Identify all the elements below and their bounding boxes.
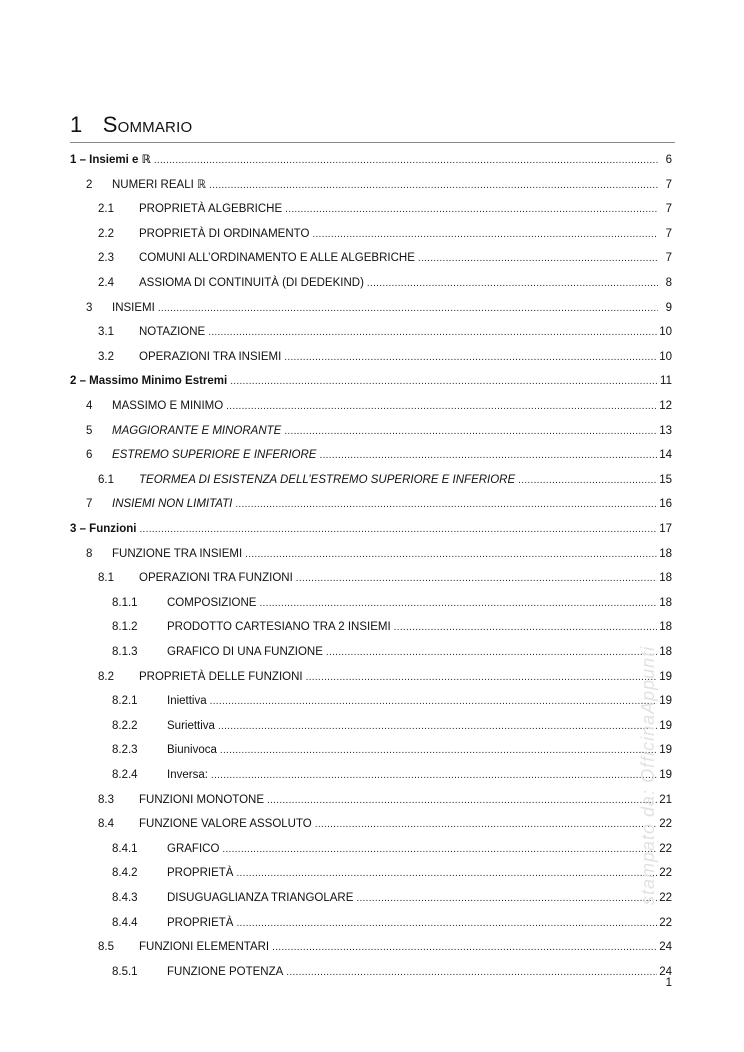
- toc-entry-page: 22: [659, 842, 672, 855]
- toc-entry-number: 8.5.1: [112, 965, 138, 978]
- toc-entry-page: 19: [659, 695, 672, 708]
- toc-entry-page: 7: [665, 252, 672, 265]
- toc-entry-page: 19: [659, 769, 672, 781]
- toc-entry-number: 8.2.3: [112, 744, 138, 757]
- toc-entry-label: FUNZIONI MONOTONE: [139, 793, 265, 806]
- toc-entry-page: 7: [665, 227, 672, 240]
- toc-entry-number: 5: [86, 424, 93, 437]
- dot-leader: [315, 818, 657, 832]
- toc-entry-number: 8.1.3: [112, 646, 138, 658]
- toc-entry-number: 8.4.2: [112, 867, 138, 880]
- toc-entry[interactable]: [86, 399, 672, 414]
- toc-entry-label: ASSIOMA DI CONTINUITÀ (DI DEDEKIND): [139, 277, 364, 289]
- toc-entry-label: NOTAZIONE: [139, 326, 206, 339]
- dot-leader: [259, 597, 657, 611]
- dot-leader: [208, 326, 657, 340]
- toc-entry[interactable]: [98, 670, 672, 685]
- dot-leader: [230, 375, 658, 389]
- toc-entry-page: 6: [665, 154, 672, 166]
- toc-entry-label: Inversa:: [167, 769, 208, 781]
- toc-entry-number: 2: [86, 178, 93, 191]
- toc-entry-page: 10: [659, 350, 672, 363]
- toc-entry[interactable]: [86, 178, 672, 193]
- toc-entry[interactable]: [112, 842, 672, 857]
- toc-entry[interactable]: [86, 497, 672, 512]
- toc-entry-number: 2.4: [98, 277, 114, 289]
- dot-leader: [210, 695, 658, 709]
- toc-entry[interactable]: [70, 374, 672, 389]
- toc-entry-page: 19: [659, 744, 672, 757]
- toc-entry-page: 18: [659, 547, 672, 560]
- dot-leader: [394, 621, 658, 635]
- toc-entry-label: DISUGUAGLIANZA TRIANGOLARE: [167, 892, 354, 904]
- dot-leader: [267, 794, 657, 808]
- dot-leader: [306, 671, 658, 685]
- toc-entry-label: Iniettiva: [167, 695, 207, 708]
- watermark: stampato da: OfficinaAppunti: [638, 645, 658, 905]
- toc-entry-page: 10: [659, 326, 672, 339]
- toc-entry-page: 7: [665, 178, 672, 191]
- dot-leader: [245, 548, 657, 562]
- page-number: 1: [665, 977, 672, 989]
- toc-entry-label: PRODOTTO CARTESIANO TRA 2 INSIEMI: [167, 621, 391, 634]
- toc-entry-label: GRAFICO: [167, 842, 220, 855]
- toc-entry[interactable]: [86, 301, 672, 316]
- toc-entry-label: PROPRIETÀ ALGEBRICHE: [139, 203, 283, 216]
- dot-leader: [367, 277, 658, 291]
- toc-entry-label: 3 – Funzioni: [70, 523, 137, 535]
- toc-entry-number: 8.1.1: [112, 596, 138, 609]
- toc-entry[interactable]: [112, 891, 672, 906]
- toc-entry[interactable]: [98, 325, 672, 340]
- toc-entry[interactable]: [86, 547, 672, 562]
- dot-leader: [211, 769, 657, 783]
- dot-leader: [222, 843, 657, 857]
- toc-entry-page: 22: [659, 892, 672, 904]
- toc-entry-label: GRAFICO DI UNA FUNZIONE: [167, 646, 323, 658]
- toc-entry-number: 4: [86, 400, 93, 412]
- toc-entry-number: 8.3: [98, 793, 114, 806]
- toc-entry-label: 1 – Insiemi e ℝ: [70, 154, 151, 166]
- dot-leader: [296, 572, 657, 586]
- toc-entry-number: 2.3: [98, 252, 114, 265]
- toc-entry-page: 18: [659, 572, 672, 585]
- toc-entry-label: TEORMEA DI ESISTENZA DELL’ESTREMO SUPERIORE E INFERIORE: [139, 473, 516, 486]
- toc-entry-label: 2 – Massimo Minimo Estremi: [70, 375, 228, 388]
- toc-entry-number: 3.2: [98, 350, 114, 363]
- toc-entry[interactable]: [112, 596, 672, 611]
- toc-entry[interactable]: [98, 940, 672, 955]
- toc-entry-label: ESTREMO SUPERIORE E INFERIORE: [112, 449, 317, 462]
- toc-entry-page: 22: [659, 916, 672, 929]
- dot-leader: [418, 252, 658, 266]
- toc-entry-label: INSIEMI NON LIMITATI: [112, 498, 233, 511]
- toc-entry-label: OPERAZIONI TRA INSIEMI: [139, 350, 282, 363]
- heading-title: Sommario: [102, 112, 193, 137]
- toc-entry[interactable]: [98, 276, 672, 291]
- toc-entry-page: 18: [659, 596, 672, 609]
- toc-entry-label: COMPOSIZIONE: [167, 596, 257, 609]
- toc-entry-page: 14: [659, 449, 672, 462]
- toc-entry[interactable]: [98, 473, 672, 488]
- toc-entry-number: 3: [86, 301, 93, 314]
- toc-entry-number: 8.1: [98, 572, 114, 585]
- toc-entry-label: PROPRIETÀ DI ORDINAMENTO: [139, 227, 310, 240]
- toc-entry-page: 18: [659, 646, 672, 658]
- toc-entry[interactable]: [112, 965, 672, 980]
- toc-entry-page: 18: [659, 621, 672, 634]
- toc-entry-number: 8.4.4: [112, 916, 138, 929]
- toc-entry-page: 7: [665, 203, 672, 216]
- toc-entry[interactable]: [112, 620, 672, 635]
- toc-entry-page: 8: [665, 277, 672, 289]
- toc-entry-page: 16: [659, 498, 672, 511]
- dot-leader: [272, 941, 657, 955]
- dot-leader: [236, 867, 657, 881]
- toc-entry-number: 8.1.2: [112, 621, 138, 634]
- toc-entry-page: 24: [659, 965, 672, 978]
- toc-entry-label: FUNZIONE VALORE ASSOLUTO: [139, 818, 312, 831]
- toc-entry-number: 8.4: [98, 818, 114, 831]
- toc-entry[interactable]: [70, 153, 672, 168]
- toc-entry[interactable]: [98, 202, 672, 217]
- toc-entry[interactable]: [98, 793, 672, 808]
- toc-entry-page: 19: [659, 719, 672, 732]
- toc-entry-page: 9: [665, 301, 672, 314]
- toc-entry-number: 8.2.4: [112, 769, 138, 781]
- dot-leader: [286, 966, 657, 980]
- toc-entry[interactable]: [112, 768, 672, 783]
- dot-leader: [209, 179, 658, 193]
- toc-entry-label: PROPRIETÀ: [167, 867, 234, 880]
- dot-leader: [285, 203, 658, 217]
- toc-entry-number: 3.1: [98, 326, 114, 339]
- toc-entry[interactable]: [98, 350, 672, 365]
- toc-entry-number: 2.1: [98, 203, 114, 216]
- toc-entry-label: Suriettiva: [167, 719, 215, 732]
- toc-entry[interactable]: [112, 743, 672, 758]
- toc-entry[interactable]: [98, 251, 672, 266]
- toc-entry-page: 22: [659, 867, 672, 880]
- dot-leader: [284, 351, 657, 365]
- dot-leader: [284, 425, 657, 439]
- toc-entry-page: 22: [659, 818, 672, 831]
- toc-entry-number: 8.2.1: [112, 695, 138, 708]
- toc-entry-number: 6: [86, 449, 93, 462]
- toc-entry-page: 24: [659, 941, 672, 954]
- dot-leader: [139, 523, 657, 537]
- toc-entry-page: 13: [659, 424, 672, 437]
- toc-entry[interactable]: [98, 571, 672, 586]
- toc-entry-number: 8.2.2: [112, 719, 138, 732]
- toc-entry-label: FUNZIONE POTENZA: [167, 965, 284, 978]
- toc-entry[interactable]: [86, 424, 672, 439]
- toc-entry-number: 8.2: [98, 670, 114, 683]
- toc-entry-label: PROPRIETÀ: [167, 916, 234, 929]
- toc-entry-number: 8.4.3: [112, 892, 138, 904]
- toc-entry-label: OPERAZIONI TRA FUNZIONI: [139, 572, 293, 585]
- dot-leader: [226, 400, 657, 414]
- toc-entry[interactable]: [98, 227, 672, 242]
- toc-entry-label: Biunivoca: [167, 744, 217, 757]
- dot-leader: [235, 498, 657, 512]
- toc-entry-number: 8.5: [98, 941, 114, 954]
- toc-entry-number: 2.2: [98, 227, 114, 240]
- toc-entry-page: 11: [660, 375, 672, 388]
- toc-entry-number: 6.1: [98, 473, 114, 486]
- toc-entry-label: INSIEMI: [112, 301, 155, 314]
- dot-leader: [218, 720, 657, 734]
- dot-leader: [356, 892, 657, 906]
- dot-leader: [312, 228, 658, 242]
- toc-entry-label: NUMERI REALI ℝ: [112, 178, 207, 191]
- toc-entry-label: FUNZIONI ELEMENTARI: [139, 941, 270, 954]
- dot-leader: [236, 917, 657, 931]
- toc-entry-label: FUNZIONE TRA INSIEMI: [112, 547, 243, 560]
- dot-leader: [326, 646, 657, 660]
- heading-number: 1: [70, 112, 83, 137]
- toc-entry-page: 21: [659, 793, 672, 806]
- toc-entry-number: 8: [86, 547, 93, 560]
- toc-entry-number: 7: [86, 498, 93, 511]
- toc-entry[interactable]: [112, 719, 672, 734]
- dot-leader: [154, 154, 658, 168]
- toc-entry[interactable]: [98, 817, 672, 832]
- dot-leader: [518, 474, 657, 488]
- toc-entry-page: 17: [659, 523, 672, 535]
- toc-entry-page: 19: [659, 670, 672, 683]
- toc-entry-page: 12: [659, 400, 672, 412]
- toc-entry-number: 8.4.1: [112, 842, 138, 855]
- dot-leader: [220, 744, 657, 758]
- toc-entry[interactable]: [112, 645, 672, 660]
- toc-entry[interactable]: [112, 916, 672, 931]
- toc-entry-page: 15: [659, 473, 672, 486]
- toc-entry[interactable]: [112, 866, 672, 881]
- dot-leader: [158, 302, 658, 316]
- toc-entry-label: MAGGIORANTE E MINORANTE: [112, 424, 282, 437]
- toc-entry-label: PROPRIETÀ DELLE FUNZIONI: [139, 670, 303, 683]
- dot-leader: [319, 449, 657, 463]
- toc-entry[interactable]: [70, 522, 672, 537]
- toc-entry-label: MASSIMO E MINIMO: [112, 400, 224, 412]
- toc-entry-label: COMUNI ALL’ORDINAMENTO E ALLE ALGEBRICHE: [139, 252, 415, 265]
- toc-entry[interactable]: [112, 694, 672, 709]
- toc-entry[interactable]: [86, 448, 672, 463]
